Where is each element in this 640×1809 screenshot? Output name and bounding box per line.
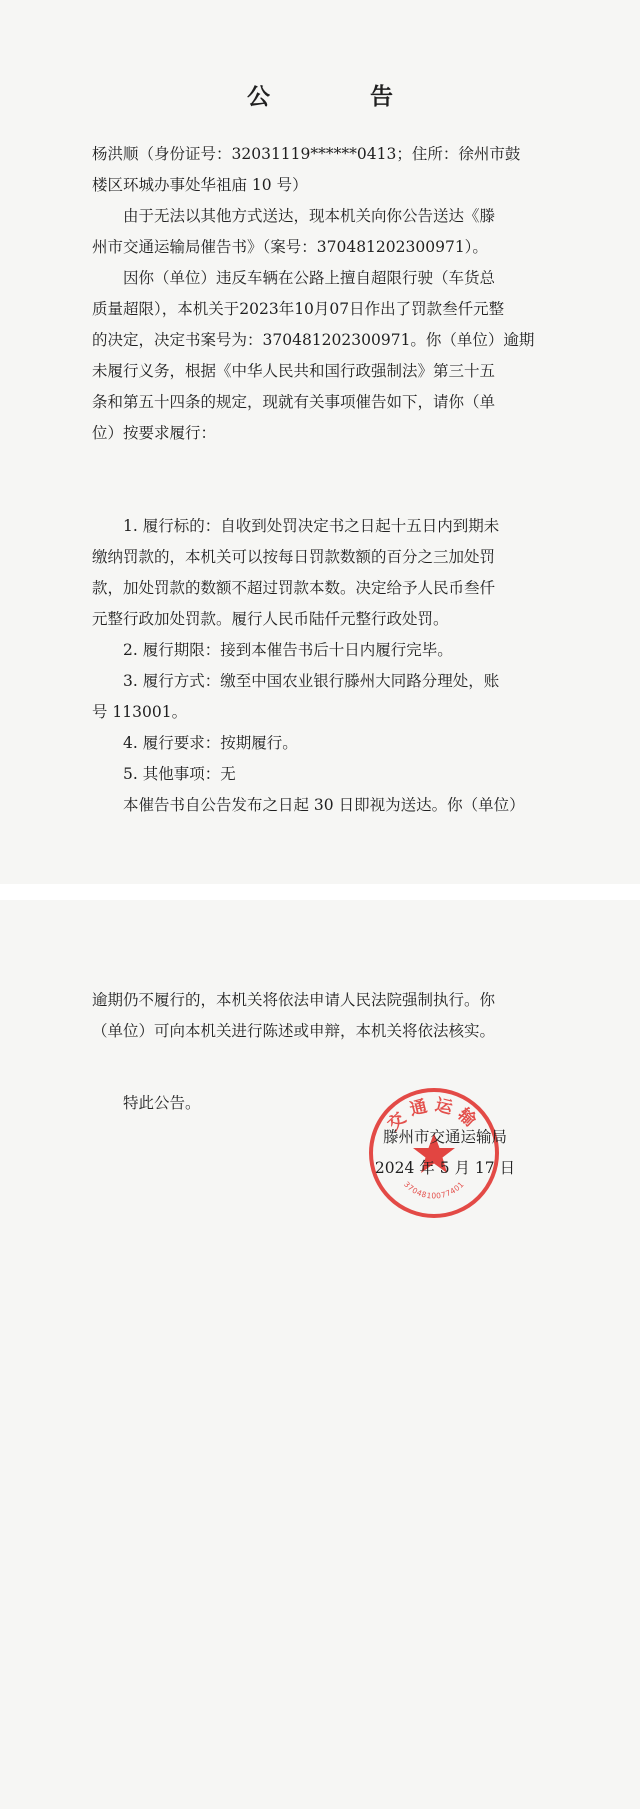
addressee-line-2: 楼区环城办事处华祖庙 10 号） <box>92 176 308 194</box>
item-performance-method <box>92 666 546 728</box>
item-performance-target <box>92 511 546 635</box>
item5-line: 5. 其他事项：无 <box>123 765 236 783</box>
addressee-line-1: 杨洪顺（身份证号：32031119******0413；住所：徐州市鼓 <box>92 145 521 163</box>
continuation-line-1: 逾期仍不履行的，本机关将依法申请人民法院强制执行。你 <box>92 991 496 1009</box>
page-one <box>0 0 640 884</box>
issuer-name: 滕州市交通运输局 <box>382 1128 507 1146</box>
page-two <box>0 900 640 1809</box>
closing-paragraph <box>92 790 546 821</box>
item2-line: 2. 履行期限：接到本催告书后十日内履行完毕。 <box>123 641 453 659</box>
issue-date: 2024 年 5 月 17 日 <box>374 1159 516 1177</box>
closing-line: 本催告书自公告发布之日起 30 日即视为送达。你（单位） <box>123 796 525 814</box>
signature-block <box>360 1122 530 1184</box>
special-notice-text: 特此公告。 <box>123 1094 201 1112</box>
item-performance-requirement <box>92 728 546 759</box>
para2-line-3: 的决定，决定书案号为：370481202300971。你（单位）逾期 <box>92 331 535 349</box>
paragraph-service-notice <box>92 201 546 263</box>
item-performance-period <box>92 635 546 666</box>
continuation-paragraph <box>92 985 546 1047</box>
page-gap <box>0 884 640 900</box>
seal-top-text: 交通运输 <box>383 1095 485 1135</box>
addressee <box>92 139 546 201</box>
para1-line-2: 州市交通运输局催告书》（案号：370481202300971）。 <box>92 238 488 256</box>
para2-line-4: 未履行义务，根据《中华人民共和国行政强制法》第三十五 <box>92 362 496 380</box>
continuation-line-2: （单位）可向本机关进行陈述或申辩，本机关将依法核实。 <box>92 1022 496 1040</box>
item4-line: 4. 履行要求：按期履行。 <box>123 734 298 752</box>
item1-line-3: 款，加处罚款的数额不超过罚款本数。决定给予人民币叁仟 <box>92 579 496 597</box>
item1-line-4: 元整行政加处罚款。履行人民币陆仟元整行政处罚。 <box>92 610 449 628</box>
para1-line-1: 由于无法以其他方式送达，现本机关向你公告送达《滕 <box>123 207 496 225</box>
item1-line-1: 1. 履行标的：自收到处罚决定书之日起十五日内到期未 <box>123 517 500 535</box>
item-other-matters <box>92 759 546 790</box>
seal-bottom-text: 3704810077401 <box>402 1179 466 1201</box>
para2-line-5: 条和第五十四条的规定，现就有关事项催告如下，请你（单 <box>92 393 496 411</box>
paragraph-violation-details <box>92 263 546 449</box>
document-title: 公 告 <box>246 83 439 110</box>
para2-line-1: 因你（单位）违反车辆在公路上擅自超限行驶（车货总 <box>123 269 496 287</box>
item1-line-2: 缴纳罚款的，本机关可以按每日罚款数额的百分之三加处罚 <box>92 548 496 566</box>
para2-line-2: 质量超限），本机关于2023年10月07日作出了罚款叁仟元整 <box>92 300 505 318</box>
item3-line-2: 号 113001。 <box>92 703 188 721</box>
item3-line-1: 3. 履行方式：缴至中国农业银行滕州大同路分理处，账 <box>123 672 500 690</box>
para2-line-6: 位）按要求履行： <box>92 424 217 442</box>
